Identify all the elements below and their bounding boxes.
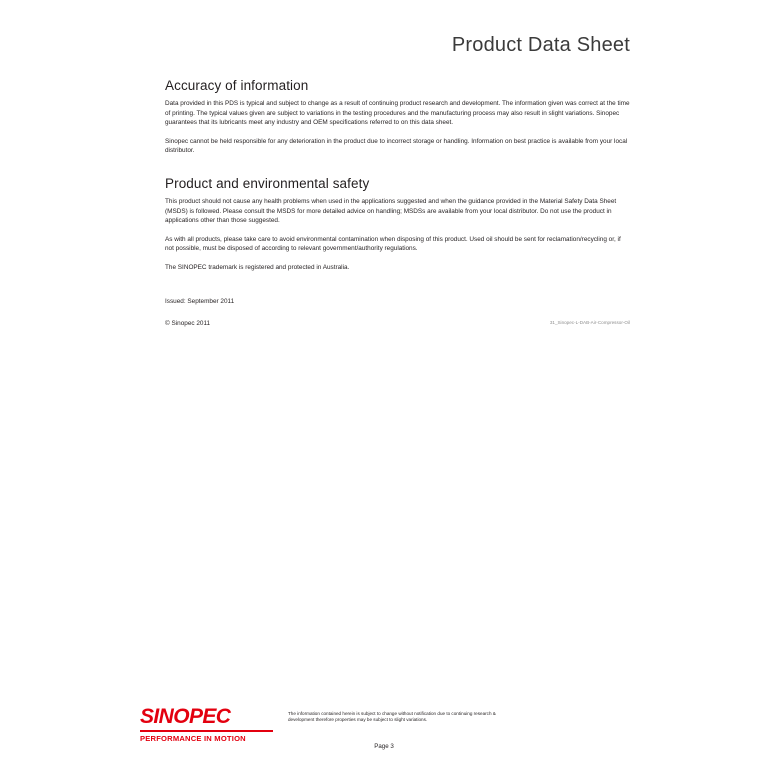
- copyright-notice: © Sinopec 2011: [165, 320, 211, 328]
- paragraph-safety-1: This product should not cause any health problems when used in the applications suggested and when the guidance provided in the Material Safety Data Sheet (MSDS) is followed. Please consult the MSDS for more detailed advice on handling; MSDSs are available from your local distributor. Do not use the product in applications other than those suggested.: [165, 197, 617, 225]
- logo-wordmark: SINOPEC: [140, 705, 231, 728]
- section-heading-safety: Product and environmental safety: [165, 175, 370, 191]
- document-body: [165, 78, 630, 331]
- document-code: 31_Sinopec-L-DAB-Air-Compressor-Oil: [549, 320, 630, 326]
- sinopec-logo: [140, 706, 276, 744]
- paragraph-safety-3: The SINOPEC trademark is registered and protected in Australia.: [165, 263, 350, 271]
- logo-tagline: PERFORMANCE IN MOTION: [140, 734, 246, 743]
- issued-date: Issued: September 2011: [165, 297, 235, 305]
- paragraph-accuracy-2: Sinopec cannot be held responsible for any deterioration in the product due to incorrect storage or handling. Information on best practice is available from your local distributor.: [165, 137, 628, 155]
- footer-disclaimer: The information contained herein is subject to change without notification due to continuing research & development therefore properties may be subject to slight variations.: [288, 710, 496, 723]
- page-footer: [0, 678, 768, 768]
- logo-divider: [140, 730, 273, 732]
- paragraph-safety-2: As with all products, please take care to avoid environmental contamination when disposing of this product. Used oil should be sent for reclamation/recycling or, if not possible, must be disposed of according to relevant government/authority regulations.: [165, 235, 621, 253]
- paragraph-accuracy-1: Data provided in this PDS is typical and subject to change as a result of continuing product research and development. The information given was correct at the time of printing. The typical values given are subject to variations in the testing procedures and the manufacturing process may also result in slight variations. Sinopec guarantees that its lubricants meet any industry and OEM specifications referred to on this data sheet.: [165, 100, 630, 127]
- page-title: Product Data Sheet: [451, 34, 630, 56]
- page-number: Page 3: [374, 743, 394, 750]
- section-heading-accuracy: Accuracy of information: [165, 78, 309, 93]
- copyright-row: [165, 319, 630, 331]
